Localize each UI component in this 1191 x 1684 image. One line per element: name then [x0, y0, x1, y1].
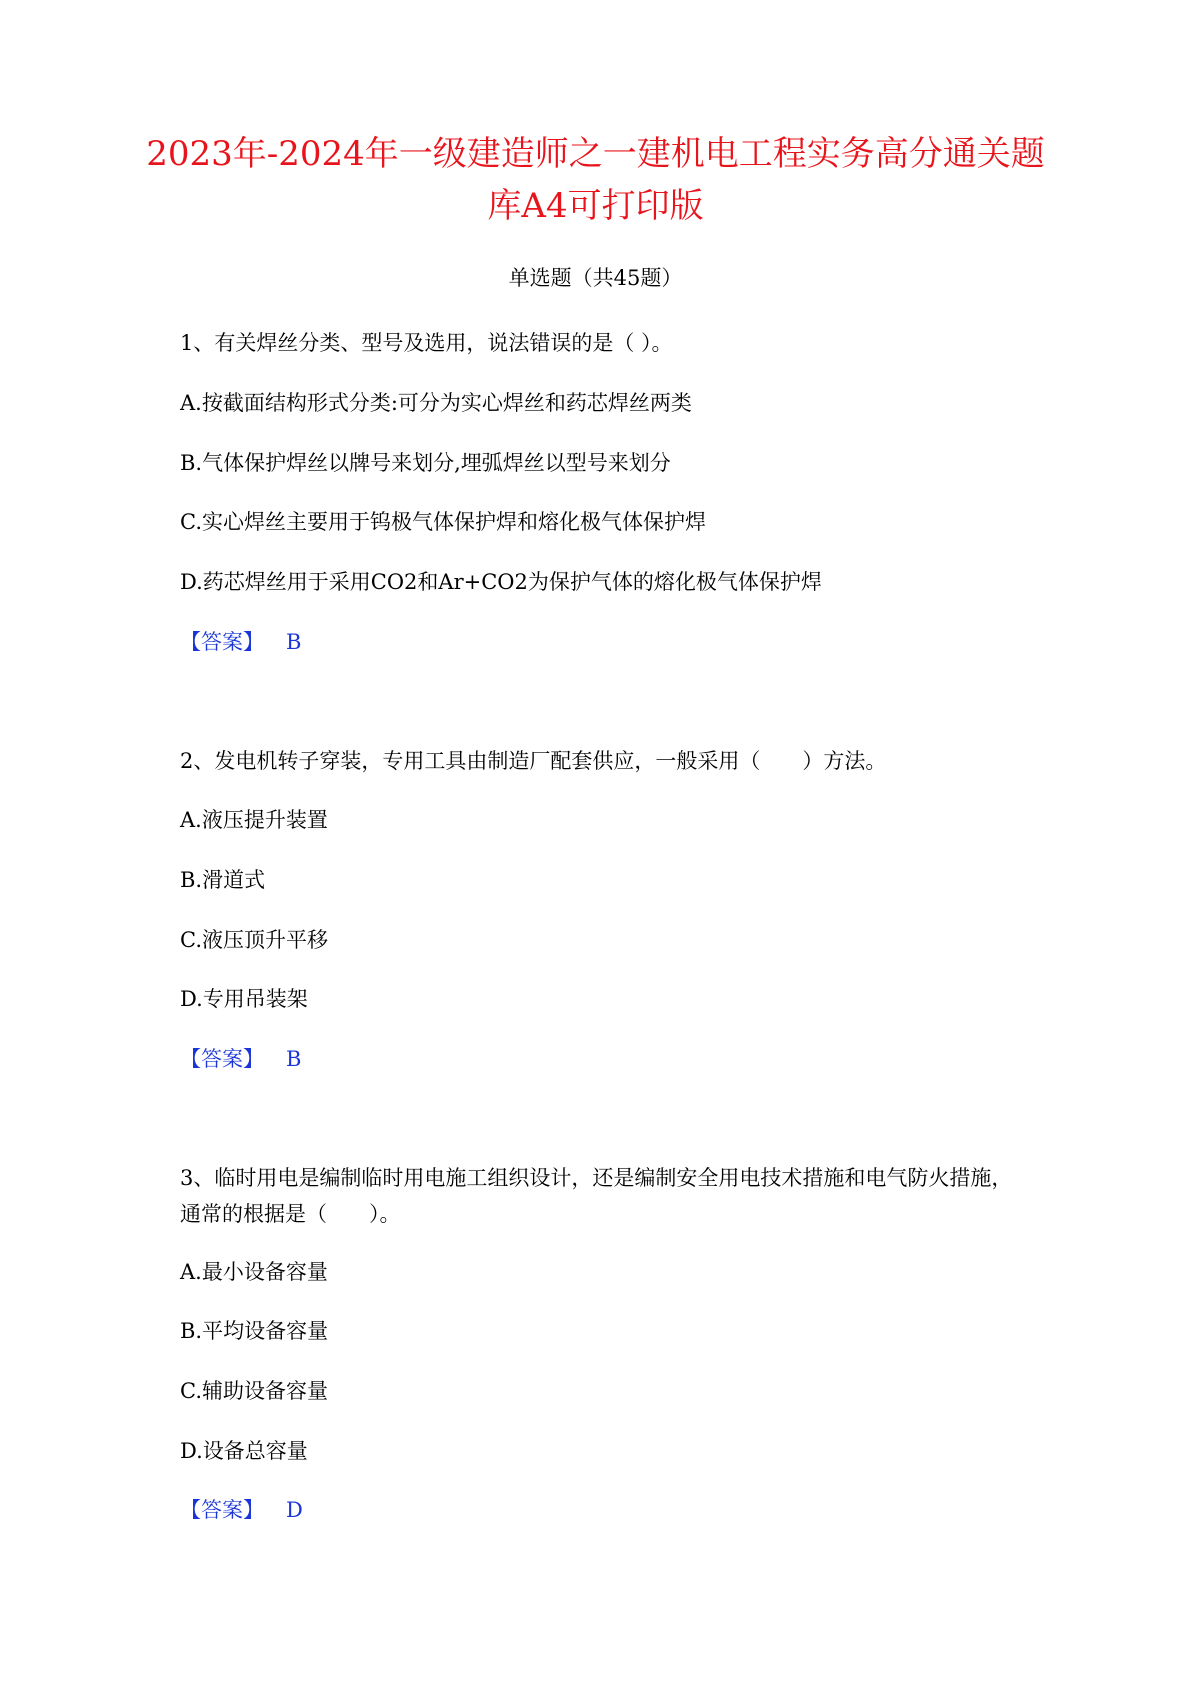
question-2-stem: 2、发电机转子穿装，专用工具由制造厂配套供应，一般采用（ ）方法。: [180, 749, 887, 773]
question-1-option-d: D.药芯焊丝用于采用CO2和Ar+CO2为保护气体的熔化极气体保护焊: [180, 570, 822, 594]
question-2-answer: [180, 1042, 301, 1076]
answer-label: 【答案】: [180, 1047, 264, 1071]
answer-label: 【答案】: [180, 630, 264, 654]
question-1-stem: 1、有关焊丝分类、型号及选用，说法错误的是（ ）。: [180, 331, 673, 355]
answer-letter: D: [286, 1498, 303, 1522]
question-1-option-b: B.气体保护焊丝以牌号来划分,埋弧焊丝以型号来划分: [180, 451, 671, 475]
answer-label: 【答案】: [180, 1498, 264, 1522]
question-2-option-d: D.专用吊装架: [180, 987, 308, 1011]
document-title: 2023年-2024年一级建造师之一建机电工程实务高分通关题库A4可打印版: [146, 134, 1045, 226]
question-3-option-a: A.最小设备容量: [180, 1260, 328, 1284]
question-3-option-d: D.设备总容量: [180, 1439, 308, 1463]
question-1-option-c: C.实心焊丝主要用于钨极气体保护焊和熔化极气体保护焊: [180, 510, 706, 534]
answer-letter: B: [286, 1047, 302, 1071]
answer-letter: B: [286, 630, 302, 654]
question-3-option-c: C.辅助设备容量: [180, 1379, 328, 1403]
section-heading: 单选题（共45题）: [508, 266, 683, 290]
question-2-option-c: C.液压顶升平移: [180, 928, 328, 952]
question-2-option-a: A.液压提升装置: [180, 808, 328, 832]
question-3-option-b: B.平均设备容量: [180, 1319, 329, 1343]
question-3-stem: 3、临时用电是编制临时用电施工组织设计，还是编制安全用电技术措施和电气防火措施，通常的根据是（ ）。: [180, 1166, 1013, 1226]
question-2-option-b: B.滑道式: [180, 868, 266, 892]
question-1-option-a: A.按截面结构形式分类:可分为实心焊丝和药芯焊丝两类: [180, 391, 692, 415]
question-1-answer: [180, 625, 301, 659]
question-3-answer: [180, 1493, 303, 1527]
